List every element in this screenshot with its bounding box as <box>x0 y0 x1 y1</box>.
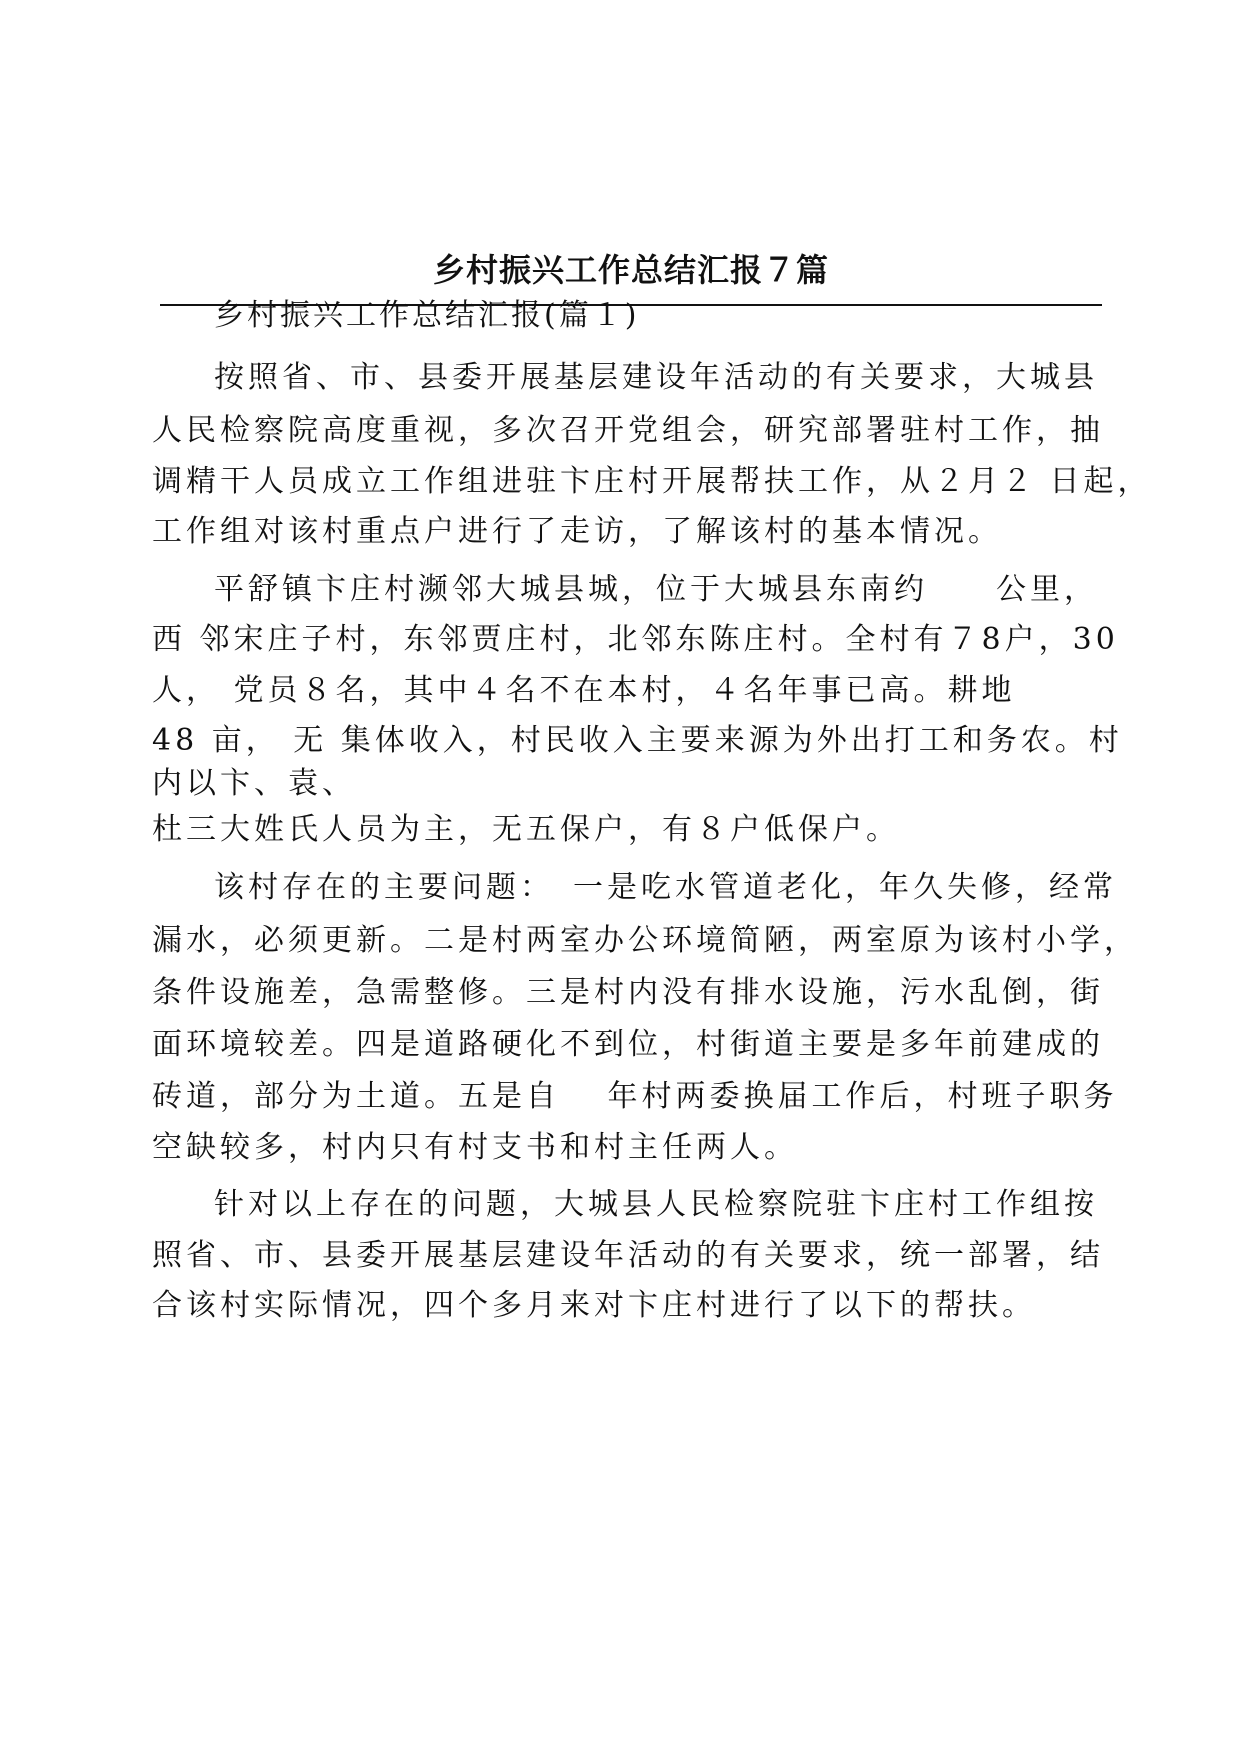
paragraph-3-line-2: 漏水，必须更新。二是村两室办公环境简陋，两室原为该村小学， <box>152 923 1138 958</box>
document-title: 乡村振兴工作总结汇报７篇 <box>432 251 829 289</box>
paragraph-2-line-5: 内以卞、袁、 <box>152 766 356 801</box>
paragraph-3-line-3: 条件设施差，急需整修。三是村内没有排水设施，污水乱倒，街 <box>152 975 1104 1010</box>
paragraph-1-line-2: 人民检察院高度重视，多次召开党组会，研究部署驻村工作，抽 <box>152 413 1104 448</box>
paragraph-3-line-5: 砖道，部分为土道。五是自 年村两委换届工作后，村班子职务 <box>152 1079 1118 1114</box>
paragraph-2-line-6: 杜三大姓氏人员为主，无五保户，有８户低保户。 <box>152 812 900 847</box>
paragraph-4-line-3: 合该村实际情况，四个多月来对卞庄村进行了以下的帮扶。 <box>152 1288 1036 1323</box>
paragraph-1-line-3: 调精干人员成立工作组进驻卞庄村开展帮扶工作，从２月２ 日起， <box>152 464 1152 499</box>
paragraph-1-line-4: 工作组对该村重点户进行了走访，了解该村的基本情况。 <box>152 514 1002 549</box>
paragraph-2-line-1: 平舒镇卞庄村濒邻大城县城，位于大城县东南约 公里， <box>214 572 1098 607</box>
paragraph-3-line-6: 空缺较多，村内只有村支书和村主任两人。 <box>152 1130 798 1165</box>
paragraph-2-line-4: 48 亩， 无 集体收入，村民收入主要来源为外出打工和务农。村 <box>152 723 1123 758</box>
paragraph-2-line-3: 人， 党员８名，其中４名不在本村，４名年事已高。耕地 <box>152 673 1016 708</box>
paragraph-3-line-1: 该村存在的主要问题： 一是吃水管道老化，年久失修，经常 <box>214 870 1117 905</box>
paragraph-4-line-1: 针对以上存在的问题，大城县人民检察院驻卞庄村工作组按 <box>214 1187 1098 1222</box>
paragraph-1-line-1: 按照省、市、县委开展基层建设年活动的有关要求，大城县 <box>214 360 1098 395</box>
subheading: 乡村振兴工作总结汇报(篇１) <box>214 298 640 333</box>
paragraph-2-line-2: 西 邻宋庄子村，东邻贾庄村，北邻东陈庄村。全村有７8户，30 <box>152 622 1119 657</box>
paragraph-4-line-2: 照省、市、县委开展基层建设年活动的有关要求，统一部署，结 <box>152 1238 1104 1273</box>
paragraph-3-line-4: 面环境较差。四是道路硬化不到位，村街道主要是多年前建成的 <box>152 1027 1104 1062</box>
